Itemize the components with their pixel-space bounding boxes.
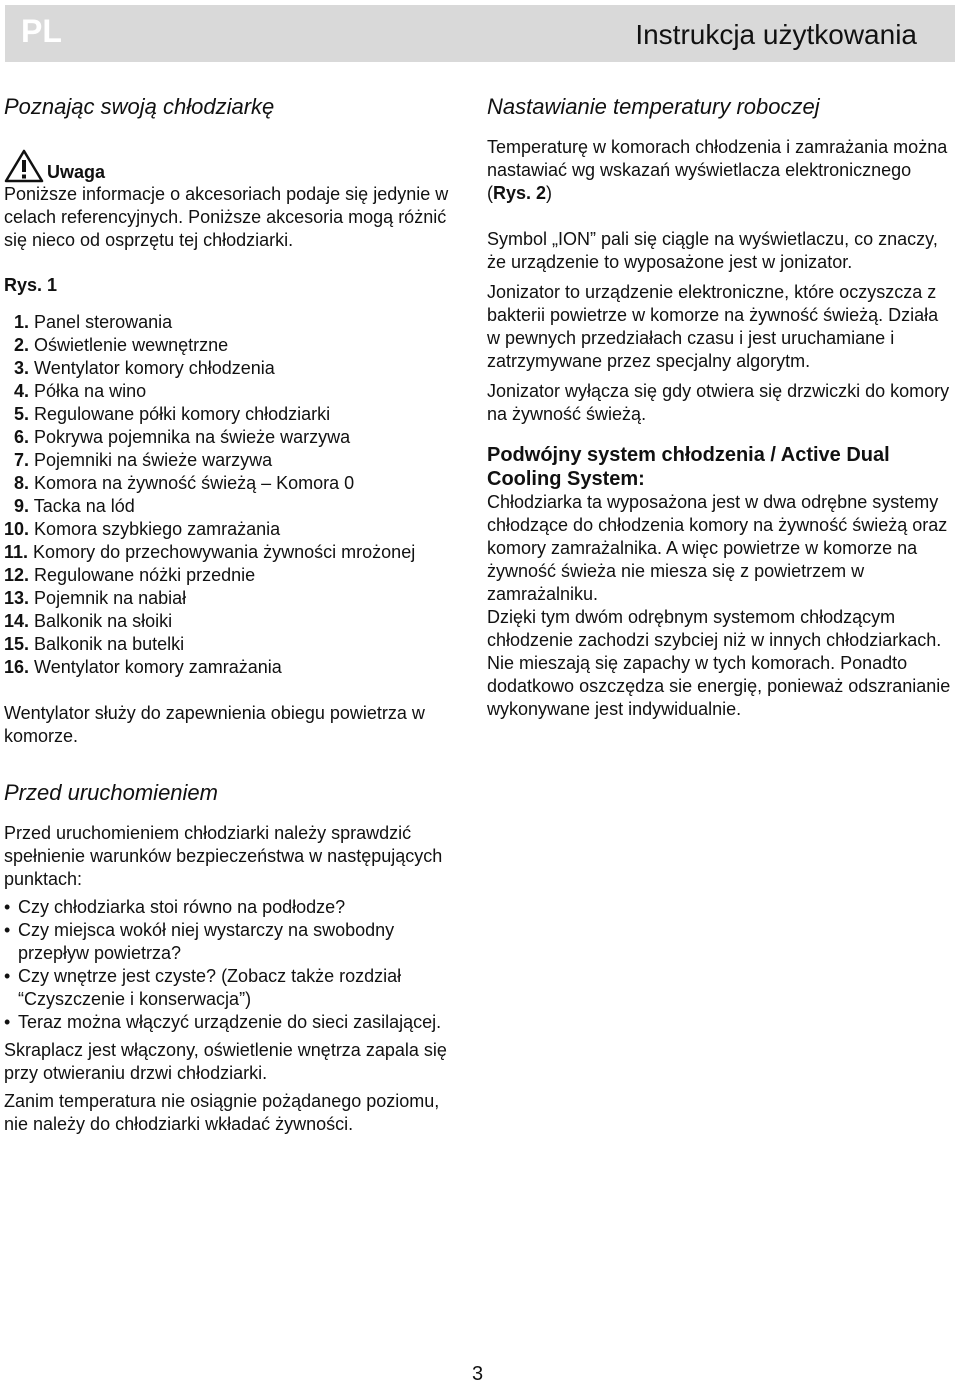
parts-list-item	[4, 518, 464, 541]
parts-list-item	[4, 426, 464, 449]
parts-item-text: Wentylator komory chłodzenia	[34, 358, 275, 378]
warning-icon	[4, 149, 44, 183]
parts-item-text: Komora szybkiego zamrażania	[34, 519, 281, 539]
warning-block	[4, 149, 464, 183]
checklist-item-text: Czy chłodziarka stoi równo na podłodze?	[18, 897, 346, 917]
condenser-paragraph: Skraplacz jest włączony, oświetlenie wnętrza zapala się przy otwieraniu drzwi chłodziarki.	[4, 1040, 447, 1083]
parts-item-number: 10.	[4, 519, 30, 539]
before-start-intro: Przed uruchomieniem chłodziarki należy sprawdzić spełnienie warunków bezpieczeństwa w następujących punktach:	[4, 823, 443, 889]
parts-list-item	[4, 610, 464, 633]
parts-list-item	[4, 357, 464, 380]
right-column	[487, 93, 955, 721]
parts-item-text: Oświetlenie wewnętrzne	[34, 335, 229, 355]
temperature-text: Temperaturę w komorach chłodzenia i zamrażania można nastawiać wg wskazań wyświetlacza elektronicznego (	[487, 137, 948, 203]
parts-list-item	[4, 449, 464, 472]
figure-reference	[4, 274, 464, 297]
parts-list-item	[4, 311, 464, 334]
odors-paragraph: Nie mieszają się zapachy w tych komorach. Ponadto dodatkowo oszczędza sie energię, ponieważ odszranianie wykonywane jest indywidualnie.	[487, 653, 951, 719]
parts-item-number: 15.	[4, 634, 30, 654]
figure-ref-2: Rys. 2	[493, 183, 547, 203]
parts-item-number: 13.	[4, 588, 30, 608]
parts-item-number: 9.	[14, 496, 30, 516]
parts-item-number: 4.	[14, 381, 30, 401]
section-title-before-start: Przed uruchomieniem	[4, 780, 218, 805]
page-number: 3	[472, 1363, 484, 1385]
page-header	[5, 5, 955, 62]
parts-list-item	[4, 380, 464, 403]
checklist-item-text: Czy wnętrze jest czyste? (Zobacz także rozdział “Czyszczenie i konserwacja”)	[18, 966, 402, 1009]
parts-item-text: Półka na wino	[34, 381, 147, 401]
parts-list-item	[4, 587, 464, 610]
parts-list-item	[4, 472, 464, 495]
temperature-paragraph	[487, 136, 955, 205]
parts-item-text: Pojemnik na nabiał	[34, 588, 187, 608]
parts-list-item	[4, 495, 464, 518]
parts-item-text: Komory do przechowywania żywności mrożonej	[33, 542, 416, 562]
bullet-icon: •	[4, 920, 11, 940]
ion-paragraph: Symbol „ION” pali się ciągle na wyświetlaczu, co znaczy, że urządzenie to wyposażone jest w jonizator.	[487, 229, 938, 272]
language-code: PL	[21, 13, 62, 49]
parts-item-text: Regulowane półki komory chłodziarki	[34, 404, 331, 424]
bullet-icon: •	[4, 966, 11, 986]
left-column	[4, 93, 464, 1136]
parts-item-text: Pokrywa pojemnika na świeże warzywa	[34, 427, 351, 447]
parts-list-item	[4, 541, 464, 564]
temperature-text-end: )	[546, 183, 553, 203]
parts-item-text: Regulowane nóżki przednie	[34, 565, 256, 585]
parts-item-text: Komora na żywność świeżą – Komora 0	[34, 473, 355, 493]
dual-cooling-paragraph: Chłodziarka ta wyposażona jest w dwa odrębne systemy chłodzące do chłodzenia komory na żywność świeżą oraz komory zamrażalnika. A więc powietrze w komorze na żywność świeża nie miesza się z powietrzem w zamrażalniku.	[487, 492, 948, 604]
parts-item-text: Balkonik na słoiki	[34, 611, 173, 631]
parts-list-item	[4, 633, 464, 656]
parts-item-number: 6.	[14, 427, 30, 447]
section-title-know-your-fridge: Poznając swoją chłodziarkę	[4, 94, 275, 119]
manual-title: Instrukcja użytkowania	[635, 19, 917, 50]
checklist-item	[4, 919, 464, 965]
parts-item-text: Tacka na lód	[33, 496, 135, 516]
warning-text: Poniższe informacje o akcesoriach podaje się jedynie w celach referencyjnych. Poniższe akcesoria mogą różnić się nieco od osprzętu tej chłodziarki.	[4, 184, 449, 250]
parts-item-number: 12.	[4, 565, 30, 585]
parts-item-text: Balkonik na butelki	[34, 634, 185, 654]
parts-item-number: 8.	[14, 473, 30, 493]
warning-label: Uwaga	[47, 162, 106, 182]
parts-item-text: Pojemniki na świeże warzywa	[34, 450, 273, 470]
checklist-item	[4, 965, 464, 1011]
parts-list	[4, 311, 464, 679]
ionizer-paragraph: Jonizator to urządzenie elektroniczne, które oczyszcza z bakterii powietrze w komorze na żywność świeżą. Działa w pewnych przedziałach czasu i jest uruchamiane i zatrzymywane przez specjalny algorytm.	[487, 282, 939, 371]
parts-item-number: 14.	[4, 611, 30, 631]
parts-item-number: 5.	[14, 404, 30, 424]
parts-list-item	[4, 564, 464, 587]
parts-list-item	[4, 403, 464, 426]
temperature-wait-paragraph: Zanim temperatura nie osiągnie pożądanego poziomu, nie należy do chłodziarki wkładać żywności.	[4, 1091, 440, 1134]
bullet-icon: •	[4, 1012, 11, 1032]
parts-list-item	[4, 656, 464, 679]
ionizer-off-paragraph: Jonizator wyłącza się gdy otwiera się drzwiczki do komory na żywność świeżą.	[487, 381, 950, 424]
parts-item-number: 16.	[4, 657, 30, 677]
parts-item-number: 3.	[14, 358, 30, 378]
parts-item-number: 7.	[14, 450, 30, 470]
checklist	[4, 896, 464, 1034]
bullet-icon: •	[4, 897, 11, 917]
parts-item-text: Panel sterowania	[34, 312, 173, 332]
parts-item-text: Wentylator komory zamrażania	[34, 657, 282, 677]
checklist-item-text: Czy miejsca wokół niej wystarczy na swobodny przepływ powietrza?	[18, 920, 395, 963]
figure-ref-label: Rys. 1	[4, 275, 58, 295]
parts-item-number: 1.	[14, 312, 30, 332]
faster-cooling-paragraph: Dzięki tym dwóm odrębnym systemom chłodzącym chłodzenie zachodzi szybciej niż w innych chłodziarkach.	[487, 607, 942, 650]
parts-item-number: 2.	[14, 335, 30, 355]
checklist-item	[4, 896, 464, 919]
checklist-item	[4, 1011, 464, 1034]
parts-item-number: 11.	[4, 542, 29, 562]
checklist-item-text: Teraz można włączyć urządzenie do sieci zasilającej.	[18, 1012, 442, 1032]
dual-cooling-title: Podwójny system chłodzenia / Active Dual Cooling System:	[487, 444, 890, 490]
parts-list-item	[4, 334, 464, 357]
section-title-temperature: Nastawianie temperatury roboczej	[487, 94, 820, 119]
fan-note: Wentylator służy do zapewnienia obiegu powietrza w komorze.	[4, 703, 425, 746]
